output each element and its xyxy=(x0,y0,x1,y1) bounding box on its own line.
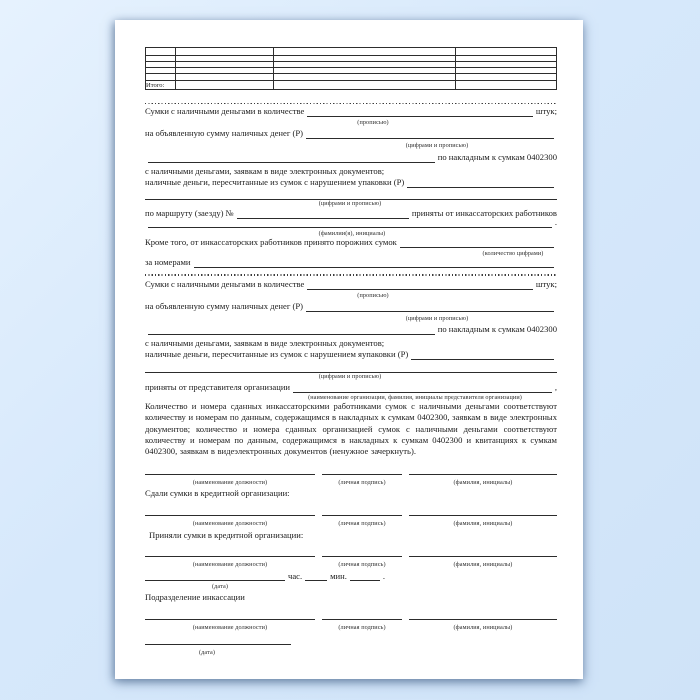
hint-row xyxy=(145,291,557,299)
statement-paragraph: Количество и номера сданных инкассаторскими работниками сумок с наличными деньгами соответствуют количеству и номерам по данным, содержащимся в накладных к сумкам 0402300, заявкам в виде электронных документов; количество и номера сданных организацией сумок с наличными деньгами соответствуют количеству и номерам по данным, содержащимся в накладных к сумкам 0402300 и квитанциях к сумкам 0402300, заявкам в видеэлектронных документов (ненужное зачеркнуть). xyxy=(145,400,557,457)
blank-field xyxy=(306,129,554,139)
name-blank xyxy=(409,467,557,475)
signature-blank xyxy=(322,467,402,475)
blank-field xyxy=(411,350,554,360)
recount-line-2: наличные деньги, пересчитанные из сумок с нарушением яупаковки (Р) xyxy=(145,349,557,360)
position-blank xyxy=(145,549,315,557)
signature-hint: (личная подпись) xyxy=(338,520,386,528)
signature-line-row xyxy=(145,612,557,620)
table-totals-row xyxy=(146,81,557,90)
position-blank xyxy=(145,508,315,516)
hint-row xyxy=(145,249,557,257)
representative-line: приняты от представителя организации , xyxy=(145,381,557,392)
position-hint: (наименование должности) xyxy=(192,520,268,528)
signature-blank xyxy=(322,612,402,620)
blank-field xyxy=(293,383,552,393)
edocs-line-2: с наличными деньгами, заявкам в виде электронных документов; xyxy=(145,338,385,349)
date-blank xyxy=(145,635,291,645)
hint-row xyxy=(145,393,557,401)
name-hint: (фамилия, инициалы) xyxy=(453,478,513,486)
signature-line-row xyxy=(145,508,557,516)
position-blank xyxy=(145,467,315,475)
invoice-line-2: по накладным к сумкам 0402300 xyxy=(145,324,557,335)
empty-bags-line: Кроме того, от инкассаторских работников принято порожних сумок xyxy=(145,237,557,248)
blank-field xyxy=(307,280,533,290)
field-hint: (фамилии(я), инициалы) xyxy=(318,229,386,237)
dotted-separator xyxy=(145,274,557,275)
date-blank-line xyxy=(145,635,557,643)
name-hint: (фамилия, инициалы) xyxy=(453,561,513,569)
hint-row xyxy=(145,141,557,149)
signature-hints-row xyxy=(145,519,557,527)
name-blank xyxy=(409,508,557,516)
route-line: по маршруту (заезду) № приняты от инкассаторских работников xyxy=(145,207,557,218)
field-hint: (наименование организации, фамилия, инициалы представителя организации) xyxy=(308,393,522,401)
form-content xyxy=(115,20,583,656)
field-hint: (количество цифрами) xyxy=(482,249,544,257)
date-hint: (дата) xyxy=(199,649,215,657)
date-hint: (дата) xyxy=(212,583,228,591)
signature-hint: (личная подпись) xyxy=(338,561,386,569)
blank-field xyxy=(148,218,552,228)
signature-blank xyxy=(322,508,402,516)
recount-line: наличные деньги, пересчитанные из сумок с нарушением упаковки (Р) xyxy=(145,177,557,188)
name-hint: (фамилия, инициалы) xyxy=(453,520,513,528)
hint-row xyxy=(145,118,557,126)
name-blank xyxy=(409,612,557,620)
field-hint: (цифрами и прописью) xyxy=(405,314,469,322)
signature-hints-row xyxy=(145,560,557,568)
position-hint: (наименование должности) xyxy=(192,478,268,486)
signature-hints-row xyxy=(145,623,557,631)
hours-blank xyxy=(305,572,327,581)
blank-field xyxy=(400,238,554,248)
hint-row xyxy=(145,199,557,207)
continuation-blank-line xyxy=(145,190,557,198)
blank-field xyxy=(148,325,435,335)
table-row xyxy=(146,74,557,81)
signature-line-row xyxy=(145,549,557,557)
accepted-label: Приняли сумки в кредитной организации: xyxy=(149,530,304,541)
hint-row xyxy=(145,648,557,656)
blank-field xyxy=(407,178,554,188)
signature-hints-row xyxy=(145,478,557,486)
signature-hint: (личная подпись) xyxy=(338,624,386,632)
division-label: Подразделение инкассации xyxy=(145,592,245,603)
blank-field xyxy=(148,153,435,163)
hint-row xyxy=(145,582,557,590)
hint-row xyxy=(145,229,557,237)
blank-field xyxy=(237,209,409,219)
field-hint: (цифрами и прописью) xyxy=(318,372,382,380)
continuation-blank-line-2 xyxy=(145,363,557,371)
blank-field xyxy=(307,107,533,117)
signature-hint: (личная подпись) xyxy=(338,478,386,486)
position-hint: (наименование должности) xyxy=(192,624,268,632)
field-hint: (цифрами и прописью) xyxy=(405,142,469,150)
bags-count-line-2: Сумки с наличными деньгами в количестве штук; xyxy=(145,278,557,289)
hint-row xyxy=(145,372,557,380)
dotted-separator xyxy=(145,103,557,104)
position-hint: (наименование должности) xyxy=(192,561,268,569)
name-blank xyxy=(409,549,557,557)
document-sheet xyxy=(115,20,583,679)
totals-label: Итого: xyxy=(146,81,176,90)
time-line: час. мин. . xyxy=(145,571,557,581)
declared-sum-line-2: на объявленную сумму наличных денег (Р) xyxy=(145,301,557,312)
bag-numbers-line: за номерами xyxy=(145,257,557,268)
blank-field xyxy=(194,258,555,268)
signature-line-row xyxy=(145,467,557,475)
edocs-line: с наличными деньгами, заявкам в виде электронных документов; xyxy=(145,166,385,177)
invoice-line: по накладным к сумкам 0402300 xyxy=(145,152,557,163)
handed-over-label: Сдали сумки в кредитной организации: xyxy=(145,488,290,499)
field-hint: (прописью) xyxy=(357,119,389,127)
blank-field xyxy=(306,302,554,312)
minutes-blank xyxy=(350,572,380,581)
position-blank xyxy=(145,612,315,620)
declared-sum-line: на объявленную сумму наличных денег (Р) xyxy=(145,128,557,139)
signature-blank xyxy=(322,549,402,557)
name-hint: (фамилия, инициалы) xyxy=(453,624,513,632)
date-blank xyxy=(145,572,285,581)
field-hint: (цифрами и прописью) xyxy=(318,200,382,208)
table-row xyxy=(146,48,557,56)
bags-count-line: Сумки с наличными деньгами в количестве штук; xyxy=(145,105,557,116)
names-blank-line: . xyxy=(145,220,557,228)
hint-row xyxy=(145,314,557,322)
summary-table xyxy=(145,47,557,90)
field-hint: (прописью) xyxy=(357,291,389,299)
